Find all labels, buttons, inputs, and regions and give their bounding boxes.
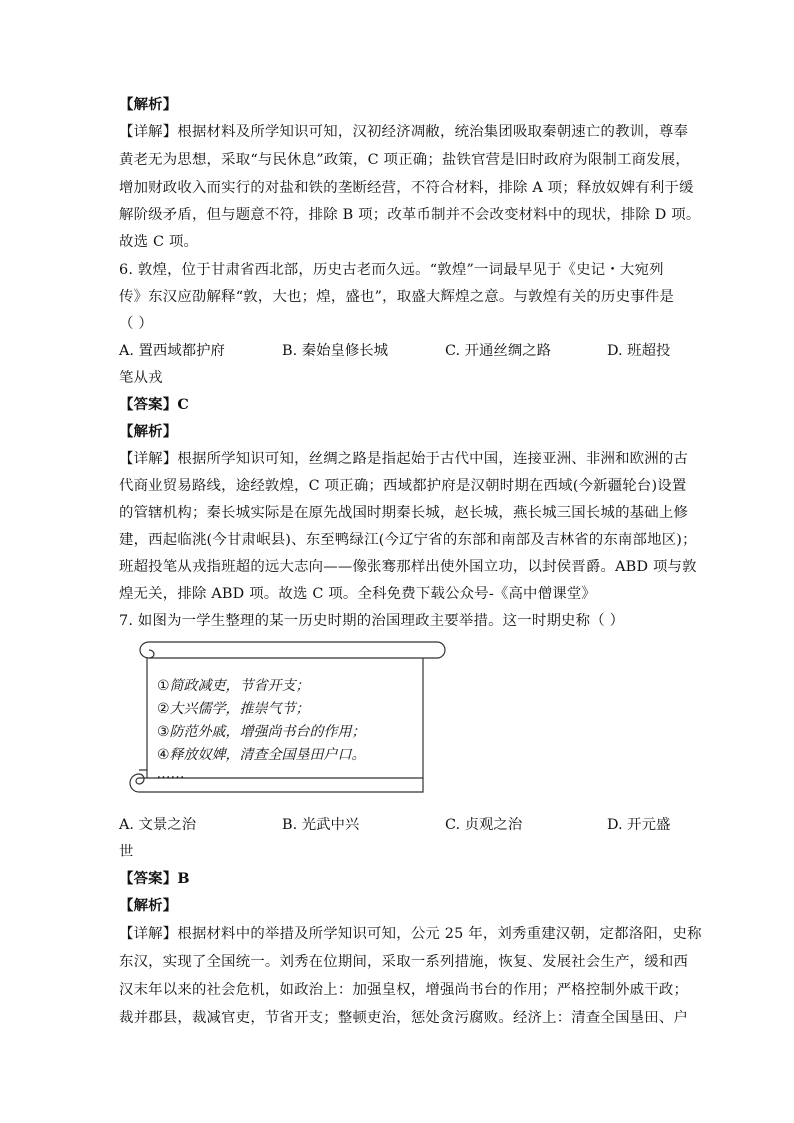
analysis-line: 黄老无为思想，采取“与民休息”政策，C 项正确；盐铁官营是旧时政府为限制工商发展， bbox=[119, 152, 690, 168]
q6-detail-line: 的管辖机构；秦长城实际是在原先战国时期秦长城，赵长城，燕长城三国长城的基础上修 bbox=[119, 505, 689, 521]
analysis-heading: 【解析】 bbox=[119, 96, 178, 113]
q7-answer: 【答案】B bbox=[119, 870, 190, 887]
q7-detail-line: 汉末年以来的社会危机，如政治上：加强皇权，增强尚书台的作用；严格控制外戚干政； bbox=[119, 982, 689, 998]
q7-analysis-heading: 【解析】 bbox=[119, 897, 178, 914]
q7-option-d: D. 开元盛 bbox=[607, 817, 671, 833]
q6-option-d: D. 班超投 bbox=[607, 343, 671, 359]
q7-detail-line: 东汉，实现了全国统一。刘秀在位期间，采取一系列措施，恢复、发展社会生产，缓和西 bbox=[119, 954, 689, 970]
q6-answer: 【答案】C bbox=[119, 396, 190, 413]
question-6-stem: 6. 敦煌，位于甘肃省西北部，历史古老而久远。“敦煌”一词最早见于《史记・大宛列 bbox=[119, 262, 664, 278]
q7-detail-line: 【详解】根据材料中的举措及所学知识可知，公元 25 年，刘秀重建汉朝，定都洛阳，史称 bbox=[119, 926, 702, 942]
question-6-stem: 传》东汉应劭解释“敦，大也；煌，盛也”，取盛大辉煌之意。与敦煌有关的历史事件是 bbox=[119, 289, 674, 305]
q6-detail-line: 建，西起临洮(今甘肃岷县)、东至鸭绿江(今辽宁省的东部和南部及吉林省的东南部地区)； bbox=[119, 532, 697, 548]
q7-option-d-wrap: 世 bbox=[119, 844, 134, 860]
scroll-illustration bbox=[119, 640, 449, 800]
question-7-stem: 7. 如图为一学生整理的某一历史时期的治国理政主要举措。这一时期史称（ ） bbox=[119, 613, 625, 629]
question-6-blank: （ ） bbox=[119, 316, 153, 332]
q6-detail-line: 代商业贸易路线，途经敦煌，C 项正确；西域都护府是汉朝时期在西域(今新疆轮台)设置 bbox=[119, 478, 687, 494]
scroll-item: …… bbox=[157, 766, 185, 782]
q6-detail-line: 班超投笔从戎指班超的远大志向——像张骞那样出使外国立功，以封侯晋爵。ABD 项与敦 bbox=[119, 559, 697, 575]
analysis-line: 解阶级矛盾，但与题意不符，排除 B 项；改革币制并不会改变材料中的现状，排除 D 项。 bbox=[119, 207, 701, 223]
q6-option-c: C. 开通丝绸之路 bbox=[445, 343, 551, 359]
q7-option-c: C. 贞观之治 bbox=[445, 817, 523, 833]
q7-detail-line: 裁并郡县，裁减官吏，节省开支；整顿吏治，惩处贪污腐败。经济上：清查全国垦田、户 bbox=[119, 1010, 689, 1026]
q7-option-b: B. 光武中兴 bbox=[282, 817, 360, 833]
q6-detail-line: 【详解】根据所学知识可知，丝绸之路是指起始于古代中国，连接亚洲、非洲和欧洲的古 bbox=[119, 451, 689, 467]
q6-option-a: A. 置西域都护府 bbox=[119, 343, 225, 359]
q6-option-d-wrap: 笔从戎 bbox=[119, 370, 163, 386]
analysis-line: 【详解】根据材料及所学知识可知，汉初经济凋敝，统治集团吸取秦朝速亡的教训，尊奉 bbox=[119, 124, 689, 140]
q6-option-b: B. 秦始皇修长城 bbox=[282, 343, 389, 359]
q7-option-a: A. 文景之治 bbox=[119, 817, 197, 833]
scroll-item: ④释放奴婢，清查全国垦田户口。 bbox=[157, 747, 366, 763]
q6-detail-line: 煌无关，排除 ABD 项。故选 C 项。全科免费下载公众号-《高中僧课堂》 bbox=[119, 586, 597, 602]
scroll-item: ③防范外戚，增强尚书台的作用； bbox=[157, 724, 366, 740]
analysis-line: 增加财政收入而实行的对盐和铁的垄断经营，不符合材料，排除 A 项；释放奴婢有利于缓 bbox=[119, 180, 694, 196]
scroll-item: ①简政减吏，节省开支； bbox=[157, 678, 310, 694]
scroll-item: ②大兴儒学，推崇气节； bbox=[157, 701, 310, 717]
analysis-line: 故选 C 项。 bbox=[119, 234, 199, 250]
q6-analysis-heading: 【解析】 bbox=[119, 423, 178, 440]
